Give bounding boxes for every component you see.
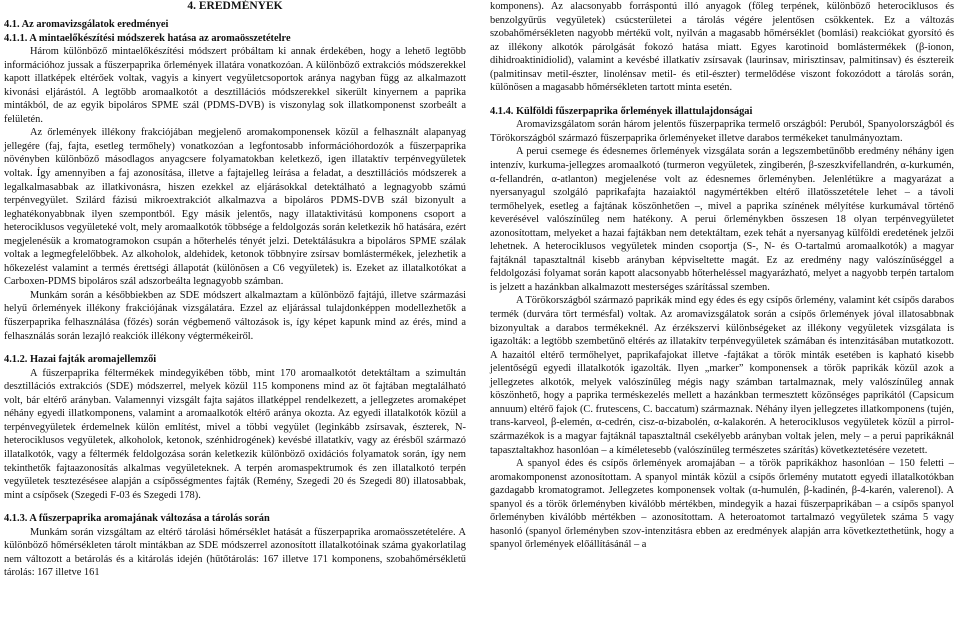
paragraph: A spanyol édes és csípős őrlemények aromajában – a török paprikákhoz hasonlóan – 150 feletti – aromakomponenst azonosítottam. A spanyol minták közül a csípős őrlemény mutatott egyedi illatalkotókban gazdagabb kromatogramot. Jellegzetes komponensek voltak (α-humulén, β-kadinén, β-4-karén, valerenol). A spanyol és a török őrleményben kiválóbb mértékben, mindegyik a hazai fűszerpaprikában – a csípős spanyol őrleményben kiválóbb mértékben – azonosítottam. A heteroatomot tartalmazó vegyületek száma 5 vagy hasonló (spanyol őrleményben szov-intenzitásra ebben az eredmények alapján arra következtethetünk, hogy a spanyol őrlemények előállításánál – a (490, 458, 954, 551)
left-column (4, 0, 466, 580)
paragraph: A fűszerpaprika féltermékek mindegyikében több, mint 170 aromaalkotót detektáltam a szimultán desztillációs extrakciós (SDE) módszerrel, melyek közül 115 komponens mind az öt fajtában megtalálható volt, bár eltérő arányban. Valamennyi vizsgált fajta sajátos illatképpel rendelkezett, a jellegzetes aromaképet néhány egyedi illatkomponens, valamint a aromaalkotók eltérő aránya okozta. Az egyedi illatalkotók közül a terpénvegyületek érdemelnek külön említést, mivel a többi vegyület (leginkább zsírsavak, észterek, N-heterociklusos vegyületek, alkoholok, ketonok, szénhidrogének) kevésbé illatatkív, vagy az érésből származó illatalkotók, vagy a féltermék feldolgozása során keletkezik különböző oxidációs folyamatok során, így nem tekinthetők fajtaazonosítás alkalmas vegyületeknek. A terpén aromaspektrumok és zen illatalkotó terpén vegyületek tesztezésésee alapján a csípősségmentes fajták (Remény, Szegedi 20 és Szegedi 80) illatosabbak, mint a csípősek (Szegedi F-03 és Szegedi 178). (4, 367, 466, 501)
section-heading-4-1-2: 4.1.2. Hazai fajták aromajellemzői (4, 354, 157, 366)
paragraph: komponens). Az alacsonyabb forráspontú illó anyagok (főleg terpének, különböző heterociklusos és benzolgyűrűs vegyületek) csúcsterületei a tárolás végére jelentősen csökkentek. Ez a változás szobahőmérsékleten nagyobb mértékű volt, nyilván a magasabb hőmérséklet (bomlási) reakciókat gyorsító és az illékony alkotók párolgását fokozó hatása miatt. Egyes karotinoid bomlástermékek (β-ionon, dihidroaktinidiolid), valamint a kevésbé illatkatív zsírsavak (laurinsav, mirisztinsav, palmitinsav) és észtereik (palmitinsav metil-észter, linolénsav metil- és etil-észter) termelődése viszont fokozódott a tárolás során, különösen a magasabb hőmérsékleten tartott minta esetén. (490, 1, 954, 94)
paragraph: Az őrlemények illékony frakciójában megjelenő aromakomponensek közül a felhasznált alapanyag jellegére (faj, fajta, esetleg termőhely) vonatkozóan a legfontosabb információhordozók a fűszerpaprika növényben különböző másodlagos anyagcsere folyamatokban keletkező, igen illataktív terpénvegyületek voltak. Így amennyiben a faj azonosítása, illetve a fajtajelleg leírása a feladat, a desztillációs módszerek a legalkalmasabbak az illatkivonásra, hiszen ezekkel az eljárásokkal detektálható a legnagyobb számú terpénvegyület. Szilárd fázisú mikroextrakciót alkalmazva a bipoláros PDMS-DVB szál bizonyult a leghatékonyabbnak ilyen szempontból. Egy másik jelentős, nagy illataktivitású komponens csoport a heterociklusos vegyületeké volt, mely aromaalkotók többsége a feldolgozás során keletkezik hő hatására, ezért megjelenésük a kromatogramokon csupán a hőterhelés tényét jelzi. Detektálásukra a bipoláros SPME szálak voltak a legmegfelelőbbek. Az alkoholok, aldehidek, ketonok többnyire zsírsav bomlástermékek, jelezhetik a hőkezelést valamint a termés érettségi állapotát (különösen a C6 vegyületek) is. Ezeket az illatalkotókat a Carboxen-PDMS bipoláros szál adszorbeálta legnagyobb számban. (4, 127, 466, 288)
paragraph: Aromavizsgálatom során három jelentős fűszerpaprika termelő országból: Peruból, Spanyolországból és Törökországból származó fűszerpaprika őrleményeket illetve darabos termékeket tanulmányoztam. (490, 119, 954, 144)
section-heading-4-1-3: 4.1.3. A fűszerpaprika aromajának változása a tárolás során (4, 513, 270, 525)
section-heading-4-1-4: 4.1.4. Külföldi fűszerpaprika őrlemények illattulajdonságai (490, 105, 753, 117)
paragraph: Munkám során a későbbiekben az SDE módszert alkalmaztam a különböző fajtájú, illetve származási helyű őrlemények illékony frakciójának vizsgálatára. Ezzel az eljárással tulajdonképpen modellezhetők a fűszerpaprika felhasználása (főzés) során végbemenő változások is, így képet kapunk mind az érés, mind a felhasználás során lezajló reakciók illékony végtermékeiről. (4, 289, 466, 342)
paragraph: Három különböző mintaelőkészítési módszert próbáltam ki annak érdekében, hogy a lehető legtöbb információhoz jussak a fűszerpaprika őrlemények illatára vonatkozóan. A különböző extrakciós módszerekkel kapott illatképek eltérőek voltak, vagyis a kinyert vegyületcsoportok aránya nagyban függ az alkalmazott kivonási eljárástól. A legtöbb aromaalkotót a desztillációs módszerekkel sikerült kinyernem a paprika mintákból, de az egyik bipoláros SPME szál (PDMS-DVB) is viszonylag sok illatkomponenst szorbeált a felületén. (4, 46, 466, 125)
right-column (490, 0, 954, 552)
section-heading-4-1: 4.1. Az aromavizsgálatok eredményei (4, 19, 169, 30)
chapter-title: 4. EREDMÉNYEK (187, 0, 283, 12)
paragraph: A Törökországból származó paprikák mind egy édes és egy csípős őrlemény, valamint két csípős darabos termék (durvára tört termésfal) voltak. Az aromavizsgálatok során a csípős őrlemények jóval illatosabbnak bizonyultak a darabos termékeknél. Az érzékszervi különbségeket az illékony vegyületek vizsgálata is igazolták: a legtöbb szembetűnő eltérés az illatakítv terpénvegyületek számában és intenzitásában mutatkozott. A hazaitól eltérő termőhelyet, paprikafajokat illetve -fajtákat a török minták esetében is kapható kisebb jelentőségű egyedi illatalkotók igazolták. Ilyen „marker” komponensek a török paprikák közül azok a jellegzetes alkotók, melyek valószínűleg mégis nagy számban tartalmaznak, mely valószínűleg annak köszönhető, hogy a paprika terméskezelés mellett a hazánkban termesztett közönséges paprikától (Capsicum annuum) eltérő fajok (C. frutescens, C. baccatum) származnak. Néhány ilyen jellegzetes illatkomponens (tujén, trans-karveol, β-elemén, α-cedrén, cisz-α-bizabolén, α-kalakorén. A heterociklusos vegyületek közül a pirrol-származékok is a magyar fajtáknál tapasztaltnál csekélyebb arányban voltak jelen, mely – a perui paprikáknál tapasztaltakhoz hasonlóan – a kíméletesebb (valószínűleg természetes szárítás) következtetésére vezetett. (490, 295, 954, 456)
section-heading-4-1-1: 4.1.1. A mintaelőkészítési módszerek hatása az aromaösszetételre (4, 32, 291, 44)
paragraph: Munkám során vizsgáltam az eltérő tárolási hőmérséklet hatását a fűszerpaprika aromaösszetételére. A különböző hőmérsékleten tárolt mintákban az SDE módszerrel azonosított illatalkotóinak száma gyakorlatilag nem változott a betárolás és a kitárolás idején (hűtőtárolás: 167 illetve 171 komponens, szobahőmérsékletű tárolás: 167 illetve 161 (4, 526, 466, 579)
paragraph: A perui csemege és édesnemes őrlemények vizsgálata során a legszembetűnőbb eredmény néhány igen intenzív, kurkuma-jellegzes aromaalkotó (turmeron vegyületek, zingiberén, β-szeszkvifellandrén, α-kurkumén, α-fellandrén, α-atlanton) megjelenése volt az édesnemes őrleményben. Jelenlétükre a magyarázat a nyersanyagul szolgáló paprikafajta hazaiaktól nagymértékben eltérő illatösszetétele lehet – a távoli termőhelyek, esetleg a fajtának köszönhetően –, mivel a paprika színének mélyítése kurkumával történő keverésével valószínűleg nem hatékony. A perui őrleménykben összesen 18 olyan terpénvegyületet azonosítottam, melyeket a hazai fajtákban nem detektáltam, ezek tehát a nyersanyag külföldi eredetének jelzői lehetnek. A heterociklusos vegyületek minden csoportja (S-, N- és O-tartalmú aromaalkotók) a magyar fajtáknál tapasztaltnál kisebb arányban képviseltette magát. Ez az eredmény nagy valószínűséggel a feldolgozási folyamat során kapott alacsonyabb hőterheléssel magyarázható, melyet a nagyobb terpén tartalom is jelzett a hazánkban alkalmazott mesterséges szárítással szemben. (490, 146, 954, 293)
